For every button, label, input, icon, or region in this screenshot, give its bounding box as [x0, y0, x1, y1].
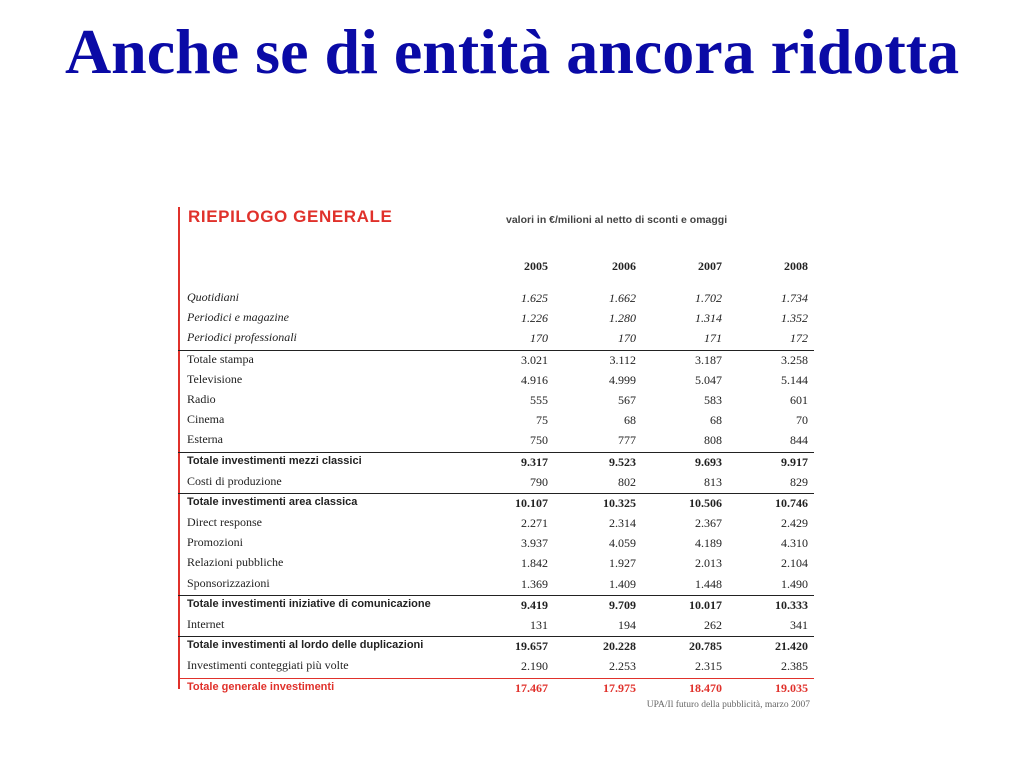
- table-row: [178, 534, 814, 554]
- table-row: [178, 391, 814, 411]
- table-row: [178, 595, 814, 616]
- table-row: [178, 452, 814, 473]
- row-value: 170: [618, 331, 636, 346]
- table-row: [178, 473, 814, 493]
- row-value: 5.047: [695, 372, 722, 387]
- table-row: [178, 289, 814, 309]
- row-value: 9.419: [521, 597, 548, 612]
- row-value: 4.059: [609, 536, 636, 551]
- row-label: Totale stampa: [187, 351, 254, 366]
- row-value: 5.144: [781, 372, 808, 387]
- row-value: 2.013: [695, 556, 722, 571]
- row-value: 2.367: [695, 516, 722, 531]
- row-label: Sponsorizzazioni: [187, 575, 270, 590]
- row-value: 583: [704, 392, 722, 407]
- row-value: 20.785: [689, 639, 722, 654]
- row-value: 17.467: [515, 680, 548, 695]
- table-row: [178, 371, 814, 391]
- table-row: [178, 678, 814, 699]
- source-note: UPA/Il futuro della pubblicità, marzo 2007: [646, 700, 810, 710]
- row-value: 813: [704, 474, 722, 489]
- row-label: Totale investimenti mezzi classici: [187, 454, 362, 467]
- row-value: 1.842: [521, 556, 548, 571]
- row-value: 567: [618, 392, 636, 407]
- row-value: 4.916: [521, 372, 548, 387]
- table-row: [178, 554, 814, 574]
- row-value: 1.226: [521, 311, 548, 326]
- row-value: 2.190: [521, 659, 548, 674]
- year-header: 2005: [524, 259, 548, 273]
- row-value: 777: [618, 433, 636, 448]
- row-value: 2.104: [781, 556, 808, 571]
- table-row: [178, 616, 814, 636]
- slide-title: Anche se di entità ancora ridotta: [64, 16, 960, 87]
- table-row: [178, 657, 814, 677]
- row-value: 2.315: [695, 659, 722, 674]
- row-value: 170: [530, 331, 548, 346]
- row-value: 9.709: [609, 597, 636, 612]
- row-label: Totale investimenti al lordo delle duplicazioni: [187, 639, 424, 652]
- row-value: 1.409: [609, 576, 636, 591]
- row-value: 750: [530, 433, 548, 448]
- row-value: 2.429: [781, 516, 808, 531]
- row-value: 2.271: [521, 516, 548, 531]
- row-value: 9.917: [781, 454, 808, 469]
- row-value: 2.385: [781, 659, 808, 674]
- row-value: 19.035: [775, 680, 808, 695]
- row-label: Periodici professionali: [187, 330, 297, 345]
- row-value: 2.314: [609, 516, 636, 531]
- row-value: 75: [536, 413, 548, 428]
- row-value: 10.333: [775, 597, 808, 612]
- row-value: 19.657: [515, 639, 548, 654]
- row-value: 1.625: [521, 291, 548, 305]
- row-value: 601: [790, 392, 808, 407]
- row-value: 70: [796, 413, 808, 428]
- row-value: 829: [790, 474, 808, 489]
- row-value: 68: [624, 413, 636, 428]
- row-value: 131: [530, 618, 548, 632]
- row-value: 9.523: [609, 454, 636, 469]
- row-label: Periodici e magazine: [187, 310, 289, 325]
- row-label: Direct response: [187, 515, 262, 530]
- row-value: 17.975: [603, 680, 636, 695]
- row-value: 10.746: [775, 495, 808, 510]
- row-value: 20.228: [603, 639, 636, 654]
- row-value: 21.420: [775, 639, 808, 654]
- row-value: 790: [530, 474, 548, 489]
- row-value: 802: [618, 474, 636, 489]
- row-label: Totale investimenti iniziative di comunicazione: [187, 597, 431, 610]
- table-row: [178, 431, 814, 451]
- row-value: 3.112: [609, 352, 636, 367]
- row-value: 262: [704, 618, 722, 632]
- row-value: 172: [790, 331, 808, 346]
- row-value: 1.369: [521, 576, 548, 591]
- row-label: Totale investimenti area classica: [187, 495, 358, 508]
- row-value: 1.927: [609, 556, 636, 571]
- row-label: Costi di produzione: [187, 473, 282, 488]
- table-row: [178, 636, 814, 657]
- row-value: 1.448: [695, 576, 722, 591]
- row-value: 18.470: [689, 680, 722, 695]
- table-row: [178, 514, 814, 534]
- row-value: 171: [704, 331, 722, 346]
- table-subtitle: valori in €/milioni al netto di sconti e omaggi: [506, 214, 728, 226]
- row-value: 1.314: [695, 311, 722, 326]
- row-value: 10.506: [689, 495, 722, 510]
- row-label: Cinema: [187, 412, 225, 427]
- table-row: [178, 411, 814, 431]
- year-header: 2008: [784, 259, 808, 273]
- row-value: 68: [710, 413, 722, 428]
- year-header-row: [178, 259, 814, 277]
- year-header: 2006: [612, 259, 636, 273]
- row-label: Quotidiani: [187, 290, 240, 304]
- table-heading: RIEPILOGO GENERALE: [188, 207, 393, 226]
- row-value: 555: [530, 392, 548, 407]
- row-value: 1.352: [781, 311, 808, 326]
- row-label: Televisione: [187, 371, 243, 386]
- row-value: 3.937: [521, 536, 548, 551]
- table-row: [178, 493, 814, 514]
- row-value: 4.310: [781, 536, 808, 551]
- row-label: Relazioni pubbliche: [187, 555, 284, 570]
- row-value: 3.258: [781, 352, 808, 367]
- row-value: 9.693: [695, 454, 722, 469]
- row-label: Promozioni: [187, 535, 243, 550]
- row-value: 194: [618, 618, 636, 632]
- table-row: [178, 575, 814, 595]
- row-value: 10.325: [603, 495, 636, 510]
- row-label: Radio: [187, 391, 216, 406]
- row-value: 4.189: [695, 536, 722, 551]
- summary-table: [178, 205, 814, 715]
- row-label: Investimenti conteggiati più volte: [187, 658, 349, 673]
- row-value: 1.662: [609, 291, 636, 305]
- row-value: 341: [790, 618, 808, 632]
- row-label: Internet: [187, 617, 225, 631]
- row-value: 1.702: [695, 291, 722, 305]
- row-value: 10.017: [689, 597, 722, 612]
- row-value: 3.021: [521, 352, 548, 367]
- row-value: 1.490: [781, 576, 808, 591]
- row-value: 1.280: [609, 311, 636, 326]
- table-row: [178, 350, 814, 371]
- row-value: 4.999: [609, 372, 636, 387]
- row-label: Totale generale investimenti: [187, 680, 335, 693]
- row-label: Esterna: [187, 432, 223, 447]
- table-row: [178, 309, 814, 329]
- row-value: 1.734: [781, 291, 808, 305]
- row-value: 3.187: [695, 352, 722, 367]
- row-value: 808: [704, 433, 722, 448]
- table-row: [178, 329, 814, 349]
- row-value: 9.317: [521, 454, 548, 469]
- row-value: 844: [790, 433, 808, 448]
- row-value: 10.107: [515, 495, 548, 510]
- year-header: 2007: [698, 259, 722, 273]
- row-value: 2.253: [609, 659, 636, 674]
- table-body: [178, 289, 814, 699]
